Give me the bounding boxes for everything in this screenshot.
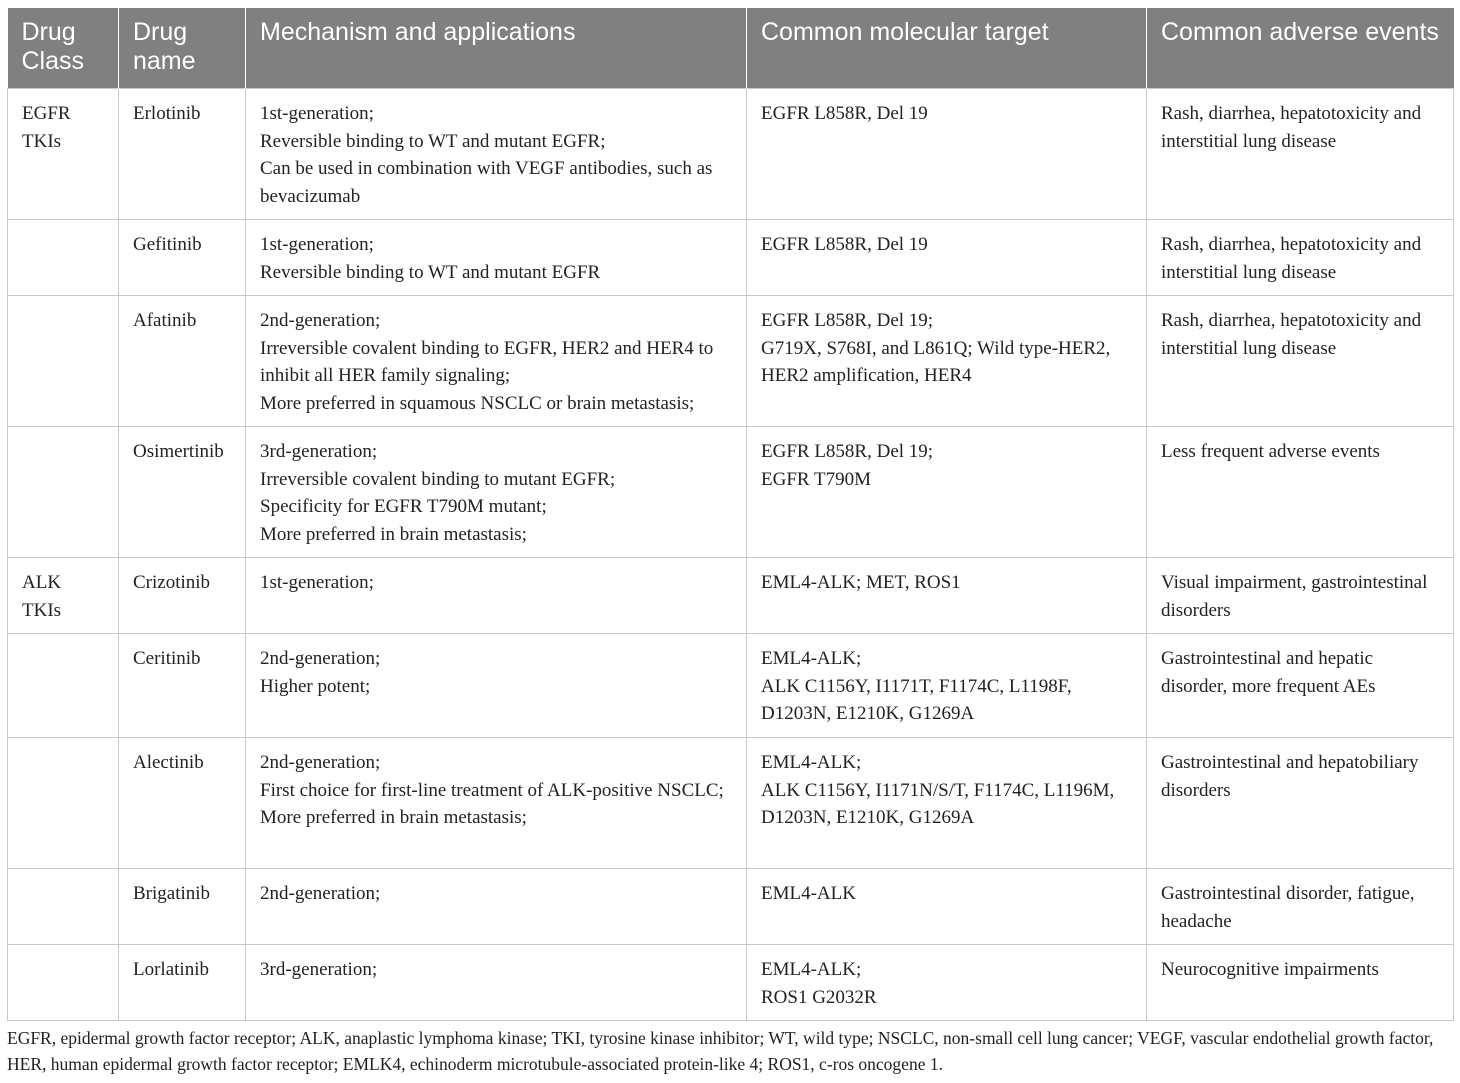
cell-mechanism-line: First choice for first-line treatment of ALK-positive NSCLC; bbox=[260, 779, 724, 801]
cell-adverse-events: Gastrointestinal disorder, fatigue, headache bbox=[1147, 869, 1454, 945]
cell-drug-name: Afatinib bbox=[119, 296, 246, 427]
cell-molecular-target bbox=[747, 869, 1147, 945]
table-row bbox=[8, 945, 1454, 1021]
cell-molecular-target-line: EML4-ALK bbox=[761, 883, 856, 904]
cell-drug-class bbox=[8, 869, 119, 945]
table-row bbox=[8, 634, 1454, 738]
cell-molecular-target-line: EML4-ALK; bbox=[761, 648, 862, 669]
cell-mechanism-line: Reversible binding to WT and mutant EGFR bbox=[260, 261, 601, 283]
cell-mechanism-line: Reversible binding to WT and mutant EGFR; bbox=[260, 130, 606, 152]
cell-molecular-target-line: EML4-ALK; MET, ROS1 bbox=[761, 572, 961, 593]
table-row bbox=[8, 427, 1454, 558]
header-drug-name: Drug name bbox=[119, 8, 246, 89]
cell-molecular-target-line: ROS1 G2032R bbox=[761, 986, 877, 1008]
cell-molecular-target-line: EGFR L858R, Del 19; bbox=[761, 310, 934, 331]
cell-molecular-target-line: EML4-ALK; bbox=[761, 752, 862, 773]
cell-drug-class bbox=[8, 634, 119, 738]
table-row bbox=[8, 738, 1454, 869]
cell-drug-class bbox=[8, 296, 119, 427]
cell-adverse-events: Rash, diarrhea, hepatotoxicity and interstitial lung disease bbox=[1147, 220, 1454, 296]
cell-molecular-target bbox=[747, 89, 1147, 220]
cell-molecular-target-line: EML4-ALK; bbox=[761, 959, 862, 980]
table-row bbox=[8, 296, 1454, 427]
cell-molecular-target bbox=[747, 558, 1147, 634]
table-row bbox=[8, 558, 1454, 634]
cell-molecular-target-line: D1203N, E1210K, G1269A bbox=[761, 807, 975, 828]
cell-mechanism-line: Irreversible covalent binding to EGFR, HER2 and HER4 to inhibit all HER family signaling; bbox=[260, 337, 719, 386]
cell-drug-class: EGFR TKIs bbox=[8, 89, 119, 220]
table-container bbox=[7, 8, 1453, 1021]
cell-adverse-events: Neurocognitive impairments bbox=[1147, 945, 1454, 1021]
cell-molecular-target bbox=[747, 296, 1147, 427]
cell-mechanism bbox=[246, 634, 747, 738]
header-adverse-events: Common adverse events bbox=[1147, 8, 1454, 89]
cell-molecular-target bbox=[747, 945, 1147, 1021]
cell-molecular-target-line: EGFR L858R, Del 19 bbox=[761, 234, 928, 255]
header-mechanism: Mechanism and applications bbox=[246, 8, 747, 89]
cell-mechanism bbox=[246, 558, 747, 634]
cell-drug-name: Crizotinib bbox=[119, 558, 246, 634]
header-molecular-target: Common molecular target bbox=[747, 8, 1147, 89]
table-body bbox=[8, 89, 1454, 1021]
cell-molecular-target-line: ALK C1156Y, I1171N/S/T, F1174C, L1196M, bbox=[761, 779, 1115, 801]
cell-mechanism-line: 2nd-generation; bbox=[260, 310, 381, 331]
cell-drug-class bbox=[8, 738, 119, 869]
cell-drug-class bbox=[8, 220, 119, 296]
cell-mechanism-line: Can be used in combination with VEGF antibodies, such as bevacizumab bbox=[260, 158, 718, 207]
cell-mechanism-line: 1st-generation; bbox=[260, 572, 374, 593]
cell-mechanism bbox=[246, 945, 747, 1021]
cell-drug-class: ALK TKIs bbox=[8, 558, 119, 634]
cell-molecular-target-line: ALK C1156Y, I1171T, F1174C, L1198F, D1203N, E1210K, G1269A bbox=[761, 675, 1077, 724]
cell-mechanism-line: More preferred in squamous NSCLC or brain metastasis; bbox=[260, 392, 695, 414]
cell-mechanism-line: 3rd-generation; bbox=[260, 441, 378, 462]
cell-molecular-target-line: G719X, S768I, and L861Q; Wild type-HER2, HER2 amplification, HER4 bbox=[761, 337, 1116, 386]
cell-mechanism-line: 1st-generation; bbox=[260, 234, 374, 255]
cell-adverse-events: Less frequent adverse events bbox=[1147, 427, 1454, 558]
cell-adverse-events: Rash, diarrhea, hepatotoxicity and interstitial lung disease bbox=[1147, 296, 1454, 427]
cell-drug-name: Ceritinib bbox=[119, 634, 246, 738]
cell-mechanism bbox=[246, 89, 747, 220]
cell-mechanism bbox=[246, 869, 747, 945]
table-row bbox=[8, 89, 1454, 220]
cell-drug-name: Erlotinib bbox=[119, 89, 246, 220]
table-header bbox=[8, 8, 1454, 89]
header-row bbox=[8, 8, 1454, 89]
cell-drug-name: Alectinib bbox=[119, 738, 246, 869]
cell-mechanism-line: Specificity for EGFR T790M mutant; bbox=[260, 496, 547, 517]
table-row bbox=[8, 869, 1454, 945]
cell-molecular-target bbox=[747, 220, 1147, 296]
cell-mechanism-line: Higher potent; bbox=[260, 675, 371, 697]
cell-mechanism-line: 3rd-generation; bbox=[260, 959, 378, 980]
cell-mechanism-line: 2nd-generation; bbox=[260, 883, 381, 904]
cell-molecular-target bbox=[747, 738, 1147, 869]
header-drug-class: Drug Class bbox=[8, 8, 119, 89]
cell-molecular-target bbox=[747, 427, 1147, 558]
cell-drug-name: Lorlatinib bbox=[119, 945, 246, 1021]
cell-adverse-events: Rash, diarrhea, hepatotoxicity and interstitial lung disease bbox=[1147, 89, 1454, 220]
cell-mechanism bbox=[246, 220, 747, 296]
cell-drug-name: Brigatinib bbox=[119, 869, 246, 945]
cell-adverse-events: Visual impairment, gastrointestinal disorders bbox=[1147, 558, 1454, 634]
cell-drug-class bbox=[8, 427, 119, 558]
table-footnote: EGFR, epidermal growth factor receptor; ALK, anaplastic lymphoma kinase; TKI, tyrosine kinase inhibitor; WT, wild type; NSCLC, non-small cell lung cancer; VEGF, vascular endothelial growth factor, HER, human epidermal growth factor receptor; EMLK4, echinoderm microtubule-associated protein-like 4; ROS1, c-ros oncogene 1. bbox=[7, 1028, 1434, 1074]
cell-molecular-target-line: EGFR T790M bbox=[761, 468, 871, 490]
cell-mechanism-line: More preferred in brain metastasis; bbox=[260, 807, 527, 828]
cell-molecular-target-line: EGFR L858R, Del 19 bbox=[761, 103, 928, 124]
cell-molecular-target-line: EGFR L858R, Del 19; bbox=[761, 441, 934, 462]
cell-mechanism bbox=[246, 738, 747, 869]
cell-mechanism bbox=[246, 427, 747, 558]
cell-mechanism bbox=[246, 296, 747, 427]
cell-mechanism-line: 2nd-generation; bbox=[260, 648, 381, 669]
table-row bbox=[8, 220, 1454, 296]
cell-mechanism-line: More preferred in brain metastasis; bbox=[260, 523, 527, 545]
drug-table bbox=[7, 8, 1454, 1021]
cell-adverse-events: Gastrointestinal and hepatic disorder, more frequent AEs bbox=[1147, 634, 1454, 738]
cell-mechanism-line: 2nd-generation; bbox=[260, 752, 381, 773]
cell-drug-name: Osimertinib bbox=[119, 427, 246, 558]
cell-mechanism-line: 1st-generation; bbox=[260, 103, 374, 124]
cell-molecular-target bbox=[747, 634, 1147, 738]
cell-adverse-events: Gastrointestinal and hepatobiliary disorders bbox=[1147, 738, 1454, 869]
cell-mechanism-line: Irreversible covalent binding to mutant EGFR; bbox=[260, 468, 616, 490]
cell-drug-class bbox=[8, 945, 119, 1021]
cell-drug-name: Gefitinib bbox=[119, 220, 246, 296]
